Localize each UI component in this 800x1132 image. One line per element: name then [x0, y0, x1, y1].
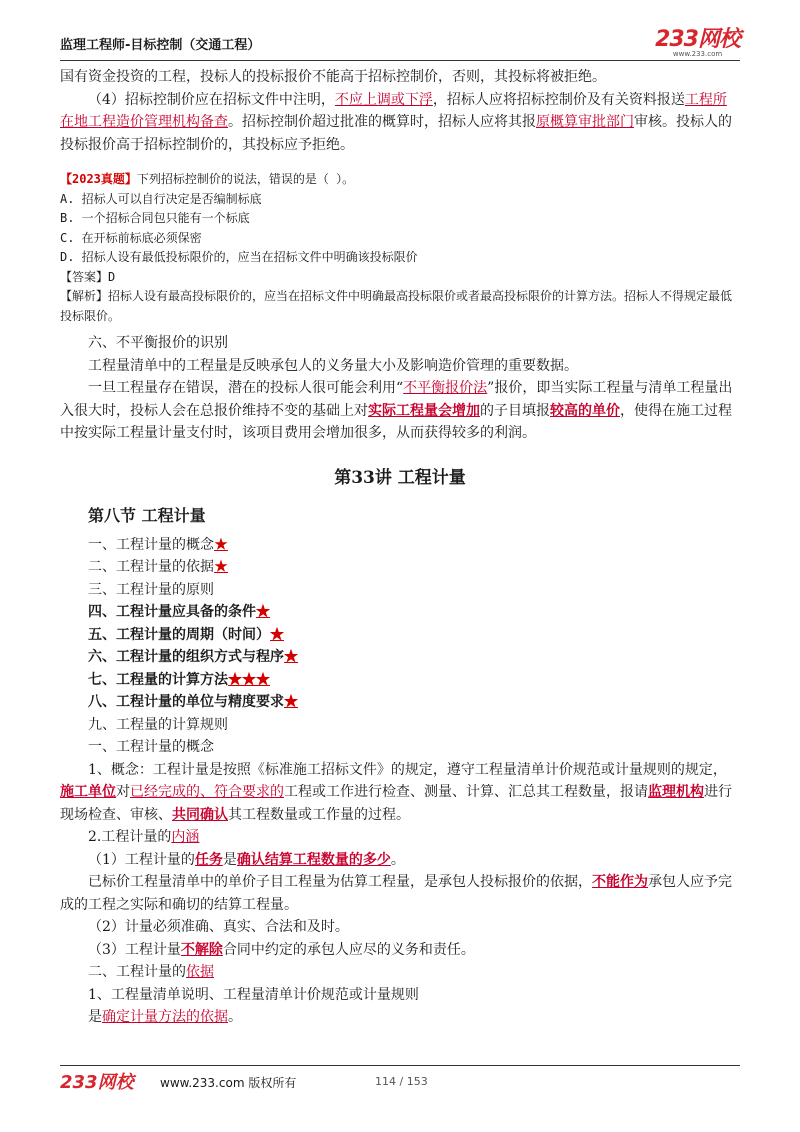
paragraph: （2）计量必须准确、真实、合法和及时。 — [88, 919, 349, 935]
text: 。招标控制价超过批准的概算时，招标人应将其报 — [228, 114, 536, 130]
text: 进行现场检查、审核、 — [60, 784, 732, 823]
outline-item — [88, 691, 740, 714]
question-tag: 【2023真题】 — [60, 172, 137, 186]
star-rating: ★ — [270, 626, 284, 643]
text: 是 — [88, 1009, 102, 1025]
stem-text: 下列招标控制价的说法，错误的是（ ）。 — [136, 172, 355, 186]
page-footer — [60, 1070, 740, 1094]
text: ，招标人应将招标控制价及有关资料报送 — [432, 91, 685, 108]
paragraph — [60, 377, 740, 445]
basis-heading — [88, 961, 740, 984]
star-rating: ★★★ — [228, 671, 270, 688]
question-stem — [60, 170, 740, 190]
option-a: A. 招标人可以自行决定是否编制标底 — [60, 191, 262, 206]
emphasis: 共同确认 — [172, 806, 228, 823]
paragraph — [60, 89, 740, 157]
outline-text: 九、工程量的计算规则 — [88, 716, 228, 733]
paragraph: 国有资金投资的工程，投标人的投标报价不能高于招标控制价，否则，其投标将被拒绝。 — [60, 69, 606, 85]
analysis-tag: 【解析】 — [60, 289, 109, 303]
page-number: 114 / 153 — [375, 1075, 428, 1088]
outline-text: 四、工程计量应具备的条件 — [88, 604, 256, 620]
text: 工程或工作进行检查、测量、计算、汇总其工程数量，报请 — [284, 784, 648, 800]
text: 已标价工程量清单中的单价子目工程量为估算工程量，是承包人投标报价的依据， — [88, 874, 592, 890]
paragraph — [60, 759, 740, 827]
outline-text: 六、工程计量的组织方式与程序 — [88, 649, 284, 665]
text: 审核。投标人的投标报价高于招标控制价的，其投标应予拒绝。 — [60, 114, 732, 153]
option-b: B. 一个招标合同包只能有一个标底 — [60, 211, 250, 225]
logo-url: www.233.com — [672, 50, 723, 58]
analysis — [60, 287, 740, 326]
text: 承包人应予完成的工程之实际和确切的结算工程量。 — [60, 874, 732, 913]
brand-logo — [655, 22, 740, 58]
star-rating: ★ — [256, 604, 270, 620]
page-content — [60, 66, 740, 1029]
star-rating: ★ — [214, 559, 228, 575]
page-header — [60, 26, 740, 60]
concept-heading: 一、工程计量的概念 — [88, 739, 214, 755]
outline-text: 二、工程计量的依据 — [88, 559, 214, 575]
emphasis: 依据 — [186, 964, 214, 980]
text: 二、工程计量的 — [88, 964, 186, 980]
section-title: 第八节 工程计量 — [88, 505, 206, 525]
header-divider — [60, 60, 740, 61]
emphasis: 工程所在地工程造价管理机构备查 — [60, 91, 727, 130]
paragraph: 1、工程量清单说明、工程量清单计价规范或计量规则 — [88, 986, 419, 1003]
emphasis: 实际工程量会增加 — [368, 402, 480, 419]
text: 对 — [116, 784, 130, 800]
text: 的子目填报 — [480, 402, 550, 419]
outline-item — [88, 601, 740, 624]
text: 是 — [222, 851, 237, 868]
text: ”报价，即当实际工程量与清单工程量出入很大时，投标人会在总报价维持不变的基础上对 — [60, 380, 733, 419]
text: 2.工程计量的 — [88, 829, 172, 845]
text: 合同中约定的承包人应尽的义务和责任。 — [222, 941, 475, 958]
logo-text: 233网校 — [655, 27, 740, 52]
outline-text: 七、工程量的计算方法 — [88, 671, 228, 688]
outline-item — [88, 534, 740, 557]
paragraph — [60, 1006, 740, 1029]
emphasis: 任务 — [194, 851, 223, 868]
paragraph — [60, 871, 740, 916]
text: （1）工程计量的 — [88, 851, 195, 868]
option-d: D. 招标人设有最低投标限价的，应当在招标文件中明确该投标限价 — [60, 250, 418, 264]
outline-list — [60, 534, 740, 737]
outline-text: 八、工程计量的单位与精度要求 — [88, 694, 284, 710]
outline-item — [88, 714, 740, 737]
header-title: 监理工程师-目标控制（交通工程） — [60, 38, 261, 53]
paragraph — [60, 849, 740, 872]
emphasis: 不应上调或下浮 — [334, 91, 433, 108]
outline-item — [88, 669, 740, 692]
option-c: C. 在开标前标底必须保密 — [60, 230, 202, 245]
emphasis: 施工单位 — [60, 784, 116, 800]
star-rating: ★ — [284, 694, 298, 710]
text: ，使得在施工过程中按实际工程量计量支付时，该项目费用会增加很多，从而获得较多的利润。 — [60, 402, 732, 441]
emphasis: 较高的单价 — [550, 402, 620, 419]
text: 。 — [390, 851, 405, 868]
paragraph: 工程量清单中的工程量是反映承包人的义务量大小及影响造价管理的重要数据。 — [88, 357, 578, 374]
emphasis: 确认结算工程数量的多少 — [236, 851, 391, 868]
outline-text: 一、工程计量的概念 — [88, 536, 214, 553]
emphasis: 原概算审批部门 — [536, 114, 634, 130]
section-heading: 六、不平衡报价的识别 — [88, 335, 228, 351]
text: 一旦工程量存在错误，潜在的投标人很可能会利用“ — [88, 380, 404, 396]
emphasis: 不平衡报价法 — [403, 380, 488, 396]
paragraph — [60, 826, 740, 849]
outline-item — [88, 579, 740, 602]
text: 1、概念：工程计量是按照《标准施工招标文件》的规定，遵守工程量清单计价规范或计量规则的规定， — [88, 761, 727, 778]
outline-text: 五、工程计量的周期（时间） — [88, 626, 270, 643]
emphasis: 内涵 — [171, 829, 200, 845]
outline-item — [88, 646, 740, 669]
outline-text: 三、工程计量的原则 — [88, 581, 214, 598]
footer-copyright: www.233.com 版权所有 — [160, 1076, 297, 1090]
emphasis: 已经完成的、符合要求的 — [130, 784, 284, 800]
text: 其工程数量或工作量的过程。 — [228, 806, 410, 823]
star-rating: ★ — [214, 536, 228, 553]
outline-item — [88, 624, 740, 647]
text: 。 — [228, 1009, 242, 1025]
footer-logo: 233网校 — [60, 1072, 134, 1093]
exam-question — [60, 170, 740, 326]
answer: 【答案】D — [60, 269, 116, 284]
text: （4）招标控制价应在招标文件中注明， — [88, 91, 335, 108]
emphasis: 不能作为 — [592, 874, 648, 890]
emphasis: 确定计量方法的依据 — [102, 1009, 228, 1025]
analysis-text: 招标人设有最高投标限价的，应当在招标文件中明确最高投标限价或者最高投标限价的计算方法。招标人不得规定最低投标限价。 — [60, 289, 733, 323]
lecture-title: 第33讲 工程计量 — [334, 467, 466, 488]
footer-divider — [60, 1065, 740, 1066]
star-rating: ★ — [284, 649, 298, 665]
text: （3）工程计量 — [88, 941, 181, 958]
emphasis: 监理机构 — [648, 784, 704, 800]
emphasis: 不解除 — [180, 941, 223, 958]
outline-item — [88, 556, 740, 579]
paragraph — [60, 939, 740, 962]
